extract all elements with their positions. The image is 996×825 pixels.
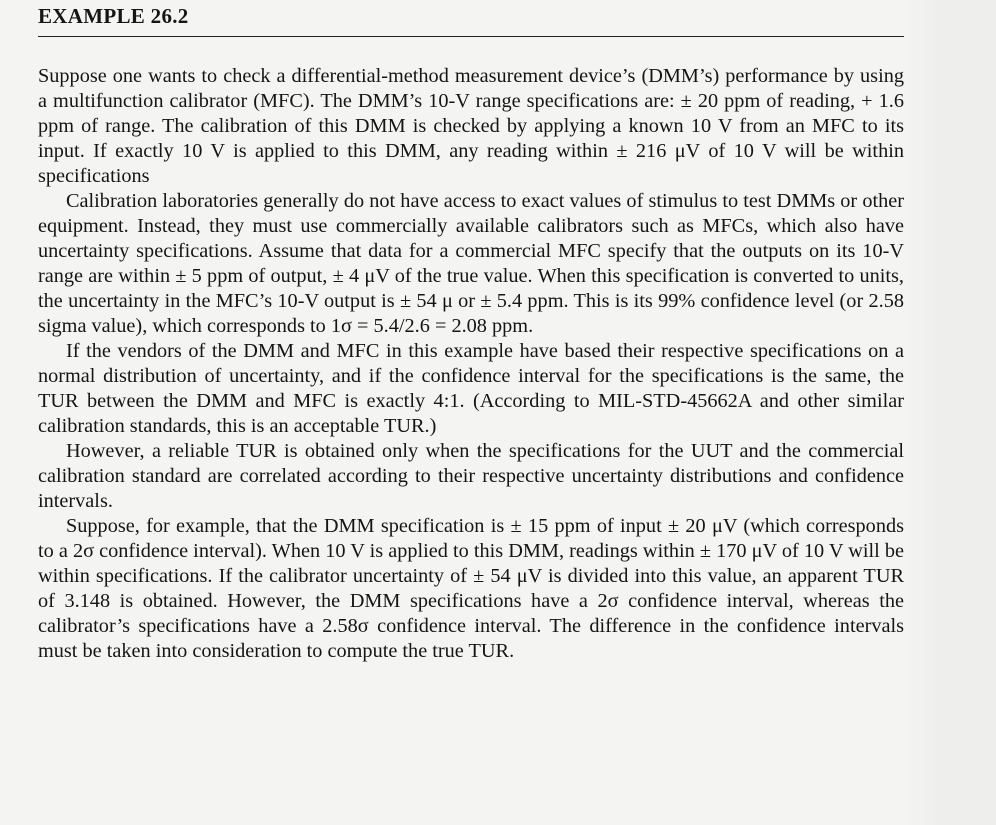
paragraph-1: Suppose one wants to check a differential-method measurement device’s (DMM’s) performance by using a multifunction calibrator (MFC). The DMM’s 10-V range specifications are: ± 20 ppm of reading, + 1.6 ppm of range. The calibration of this DMM is checked by applying a known 10 V from an MFC to its input. If exactly 10 V is applied to this DMM, any reading within ± 216 μV of 10 V will be within specifications bbox=[38, 65, 904, 187]
page-edge-shadow bbox=[904, 0, 996, 825]
example-title: EXAMPLE 26.2 bbox=[38, 4, 189, 28]
title-rule bbox=[38, 36, 904, 37]
example-body bbox=[38, 64, 904, 664]
paragraph-4: However, a reliable TUR is obtained only when the specifications for the UUT and the commercial calibration standard are correlated according to their respective uncertainty distributions and confidence intervals. bbox=[38, 440, 904, 512]
paragraph-5: Suppose, for example, that the DMM specification is ± 15 ppm of input ± 20 μV (which corresponds to a 2σ confidence interval). When 10 V is applied to this DMM, readings within ± 170 μV of 10 V will be within specifications. If the calibrator uncertainty of ± 54 μV is divided into this value, an apparent TUR of 3.148 is obtained. However, the DMM specifications have a 2σ confidence interval, whereas the calibrator’s specifications have a 2.58σ confidence interval. The difference in the confidence intervals must be taken into consideration to compute the true TUR. bbox=[38, 515, 904, 662]
paragraph-2: Calibration laboratories generally do not have access to exact values of stimulus to test DMMs or other equipment. Instead, they must use commercially available calibrators such as MFCs, which also have uncertainty specifications. Assume that data for a commercial MFC specify that the outputs on its 10-V range are within ± 5 ppm of output, ± 4 μV of the true value. When this specification is converted to units, the uncertainty in the MFC’s 10-V output is ± 54 μ or ± 5.4 ppm. This is its 99% confidence level (or 2.58 sigma value), which corresponds to 1σ = 5.4/2.6 = 2.08 ppm. bbox=[38, 190, 904, 337]
paragraph-3: If the vendors of the DMM and MFC in this example have based their respective specifications on a normal distribution of uncertainty, and if the confidence interval for the specifications is the same, the TUR between the DMM and MFC is exactly 4:1. (According to MIL-STD-45662A and other similar calibration standards, this is an acceptable TUR.) bbox=[38, 340, 904, 437]
